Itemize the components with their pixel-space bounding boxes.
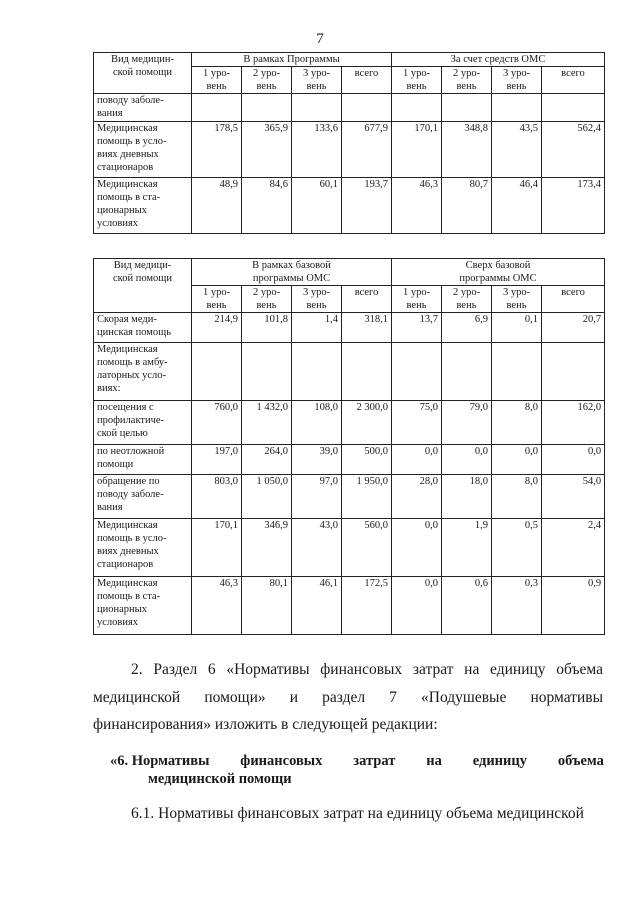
level-header: 2 уро- вень [242, 67, 292, 94]
heading-word: финансовых [240, 753, 323, 769]
cell-value [192, 343, 242, 401]
table-row [94, 519, 605, 577]
table-row [94, 313, 605, 343]
cell-value [292, 343, 342, 401]
cell-value: 562,4 [542, 122, 605, 178]
cell-value [442, 343, 492, 401]
cell-value: 1 432,0 [242, 401, 292, 445]
level-header: 3 уро- вень [492, 67, 542, 94]
cell-value: 1 950,0 [342, 475, 392, 519]
cell-value: 101,8 [242, 313, 292, 343]
cell-value: 162,0 [542, 401, 605, 445]
cell-value: 1,9 [442, 519, 492, 577]
level-header: всего [342, 286, 392, 313]
cell-value [392, 343, 442, 401]
row-label: Медицинская помощь в усло- виях дневных стационаров [94, 519, 192, 577]
cell-value: 13,7 [392, 313, 442, 343]
cell-value: 560,0 [342, 519, 392, 577]
cell-value: 43,5 [492, 122, 542, 178]
cell-value: 80,1 [242, 577, 292, 635]
cell-value: 79,0 [442, 401, 492, 445]
heading-word: единицу [472, 753, 527, 769]
cell-value [292, 94, 342, 122]
cell-value: 80,7 [442, 178, 492, 234]
level-header: 2 уро- вень [442, 286, 492, 313]
cell-value: 0,3 [492, 577, 542, 635]
heading-word: на [426, 753, 442, 769]
level-header: 3 уро- вень [292, 286, 342, 313]
cell-value: 0,5 [492, 519, 542, 577]
cell-value: 46,3 [392, 178, 442, 234]
cell-value [342, 94, 392, 122]
row-label: Медицинская помощь в усло- виях дневных стационаров [94, 122, 192, 178]
cell-value [242, 343, 292, 401]
cell-value: 54,0 [542, 475, 605, 519]
cell-value: 0,0 [392, 519, 442, 577]
cell-value: 2,4 [542, 519, 605, 577]
cell-value: 0,0 [492, 445, 542, 475]
cell-value: 173,4 [542, 178, 605, 234]
page-number: 7 [316, 31, 324, 47]
level-header: 3 уро- вень [492, 286, 542, 313]
level-header: 1 уро- вень [392, 67, 442, 94]
cell-value: 6,9 [442, 313, 492, 343]
heading-word: «6. Нормативы [110, 753, 210, 769]
table-row [94, 122, 605, 178]
paragraph-1: 2. Раздел 6 «Нормативы финансовых затрат на единицу объема медицинской помощи» и раздел 7 «Подушевые нормативы финансирования» изложить в следующей редакции: [93, 661, 603, 733]
cell-value: 2 300,0 [342, 401, 392, 445]
heading-word: объема [557, 753, 604, 769]
cell-value: 46,3 [192, 577, 242, 635]
row-label: Медицинская помощь в ста- ционарных условиях [94, 577, 192, 635]
cell-value: 346,9 [242, 519, 292, 577]
level-header: всего [542, 67, 605, 94]
cell-value: 48,9 [192, 178, 242, 234]
cell-value: 197,0 [192, 445, 242, 475]
cell-value: 170,1 [192, 519, 242, 577]
section-heading [110, 752, 604, 788]
cell-value: 0,1 [492, 313, 542, 343]
heading-line-2: медицинской помощи [148, 771, 292, 787]
table-2 [93, 258, 605, 635]
cell-value: 803,0 [192, 475, 242, 519]
cell-value: 39,0 [292, 445, 342, 475]
cell-value: 20,7 [542, 313, 605, 343]
cell-value [192, 94, 242, 122]
cell-value: 264,0 [242, 445, 292, 475]
cell-value: 193,7 [342, 178, 392, 234]
cell-value: 760,0 [192, 401, 242, 445]
table-row [94, 475, 605, 519]
heading-line-1 [110, 752, 604, 770]
row-label: Скорая меди- цинская помощь [94, 313, 192, 343]
cell-value: 43,0 [292, 519, 342, 577]
level-header: 1 уро- вень [192, 67, 242, 94]
cell-value [342, 343, 392, 401]
group-header-b: За счет средств ОМС [392, 53, 605, 67]
cell-value: 1 050,0 [242, 475, 292, 519]
cell-value: 75,0 [392, 401, 442, 445]
group-header-a: В рамках базовой программы ОМС [192, 259, 392, 286]
cell-value [442, 94, 492, 122]
cell-value [492, 343, 542, 401]
cell-value: 0,0 [442, 445, 492, 475]
cell-value: 170,1 [392, 122, 442, 178]
cell-value: 0,0 [392, 445, 442, 475]
cell-value: 0,9 [542, 577, 605, 635]
cell-value: 0,0 [392, 577, 442, 635]
row-label: посещения с профилактиче- ской целью [94, 401, 192, 445]
cell-value: 365,9 [242, 122, 292, 178]
cell-value [542, 343, 605, 401]
table-row [94, 445, 605, 475]
cell-value: 18,0 [442, 475, 492, 519]
cell-value: 318,1 [342, 313, 392, 343]
row-label: поводу заболе- вания [94, 94, 192, 122]
level-header: 2 уро- вень [242, 286, 292, 313]
cell-value [542, 94, 605, 122]
cell-value: 97,0 [292, 475, 342, 519]
cell-value: 28,0 [392, 475, 442, 519]
table-row [94, 94, 605, 122]
level-header: 2 уро- вень [442, 67, 492, 94]
row-label: Медицинская помощь в амбу- латорных усло- виях: [94, 343, 192, 401]
cell-value: 46,4 [492, 178, 542, 234]
cell-value: 133,6 [292, 122, 342, 178]
cell-value: 8,0 [492, 401, 542, 445]
row-label: обращение по поводу заболе- вания [94, 475, 192, 519]
level-header: 1 уро- вень [192, 286, 242, 313]
level-header: всего [342, 67, 392, 94]
cell-value [492, 94, 542, 122]
cell-value: 84,6 [242, 178, 292, 234]
table-row [94, 577, 605, 635]
cell-value: 172,5 [342, 577, 392, 635]
cell-value: 1,4 [292, 313, 342, 343]
level-header: всего [542, 286, 605, 313]
table-row [94, 401, 605, 445]
paragraph-2: 6.1. Нормативы финансовых затрат на единицу объема медицинской [131, 805, 584, 822]
group-header-a: В рамках Программы [192, 53, 392, 67]
cell-value: 108,0 [292, 401, 342, 445]
cell-value: 677,9 [342, 122, 392, 178]
table-row [94, 178, 605, 234]
cell-value: 8,0 [492, 475, 542, 519]
cell-value: 46,1 [292, 577, 342, 635]
table-row [94, 343, 605, 401]
cell-value: 0,0 [542, 445, 605, 475]
level-header: 3 уро- вень [292, 67, 342, 94]
cell-value: 214,9 [192, 313, 242, 343]
row-label: по неотложной помощи [94, 445, 192, 475]
level-header: 1 уро- вень [392, 286, 442, 313]
cell-value: 348,8 [442, 122, 492, 178]
cell-value [392, 94, 442, 122]
cell-value: 0,6 [442, 577, 492, 635]
cell-value [242, 94, 292, 122]
column-header-type: Вид медицин- ской помощи [94, 53, 192, 94]
group-header-b: Сверх базовой программы ОМС [392, 259, 605, 286]
heading-word: затрат [353, 753, 396, 769]
cell-value: 60,1 [292, 178, 342, 234]
cell-value: 178,5 [192, 122, 242, 178]
cell-value: 500,0 [342, 445, 392, 475]
column-header-type: Вид медици- ской помощи [94, 259, 192, 313]
row-label: Медицинская помощь в ста- ционарных условиях [94, 178, 192, 234]
table-1 [93, 52, 605, 234]
